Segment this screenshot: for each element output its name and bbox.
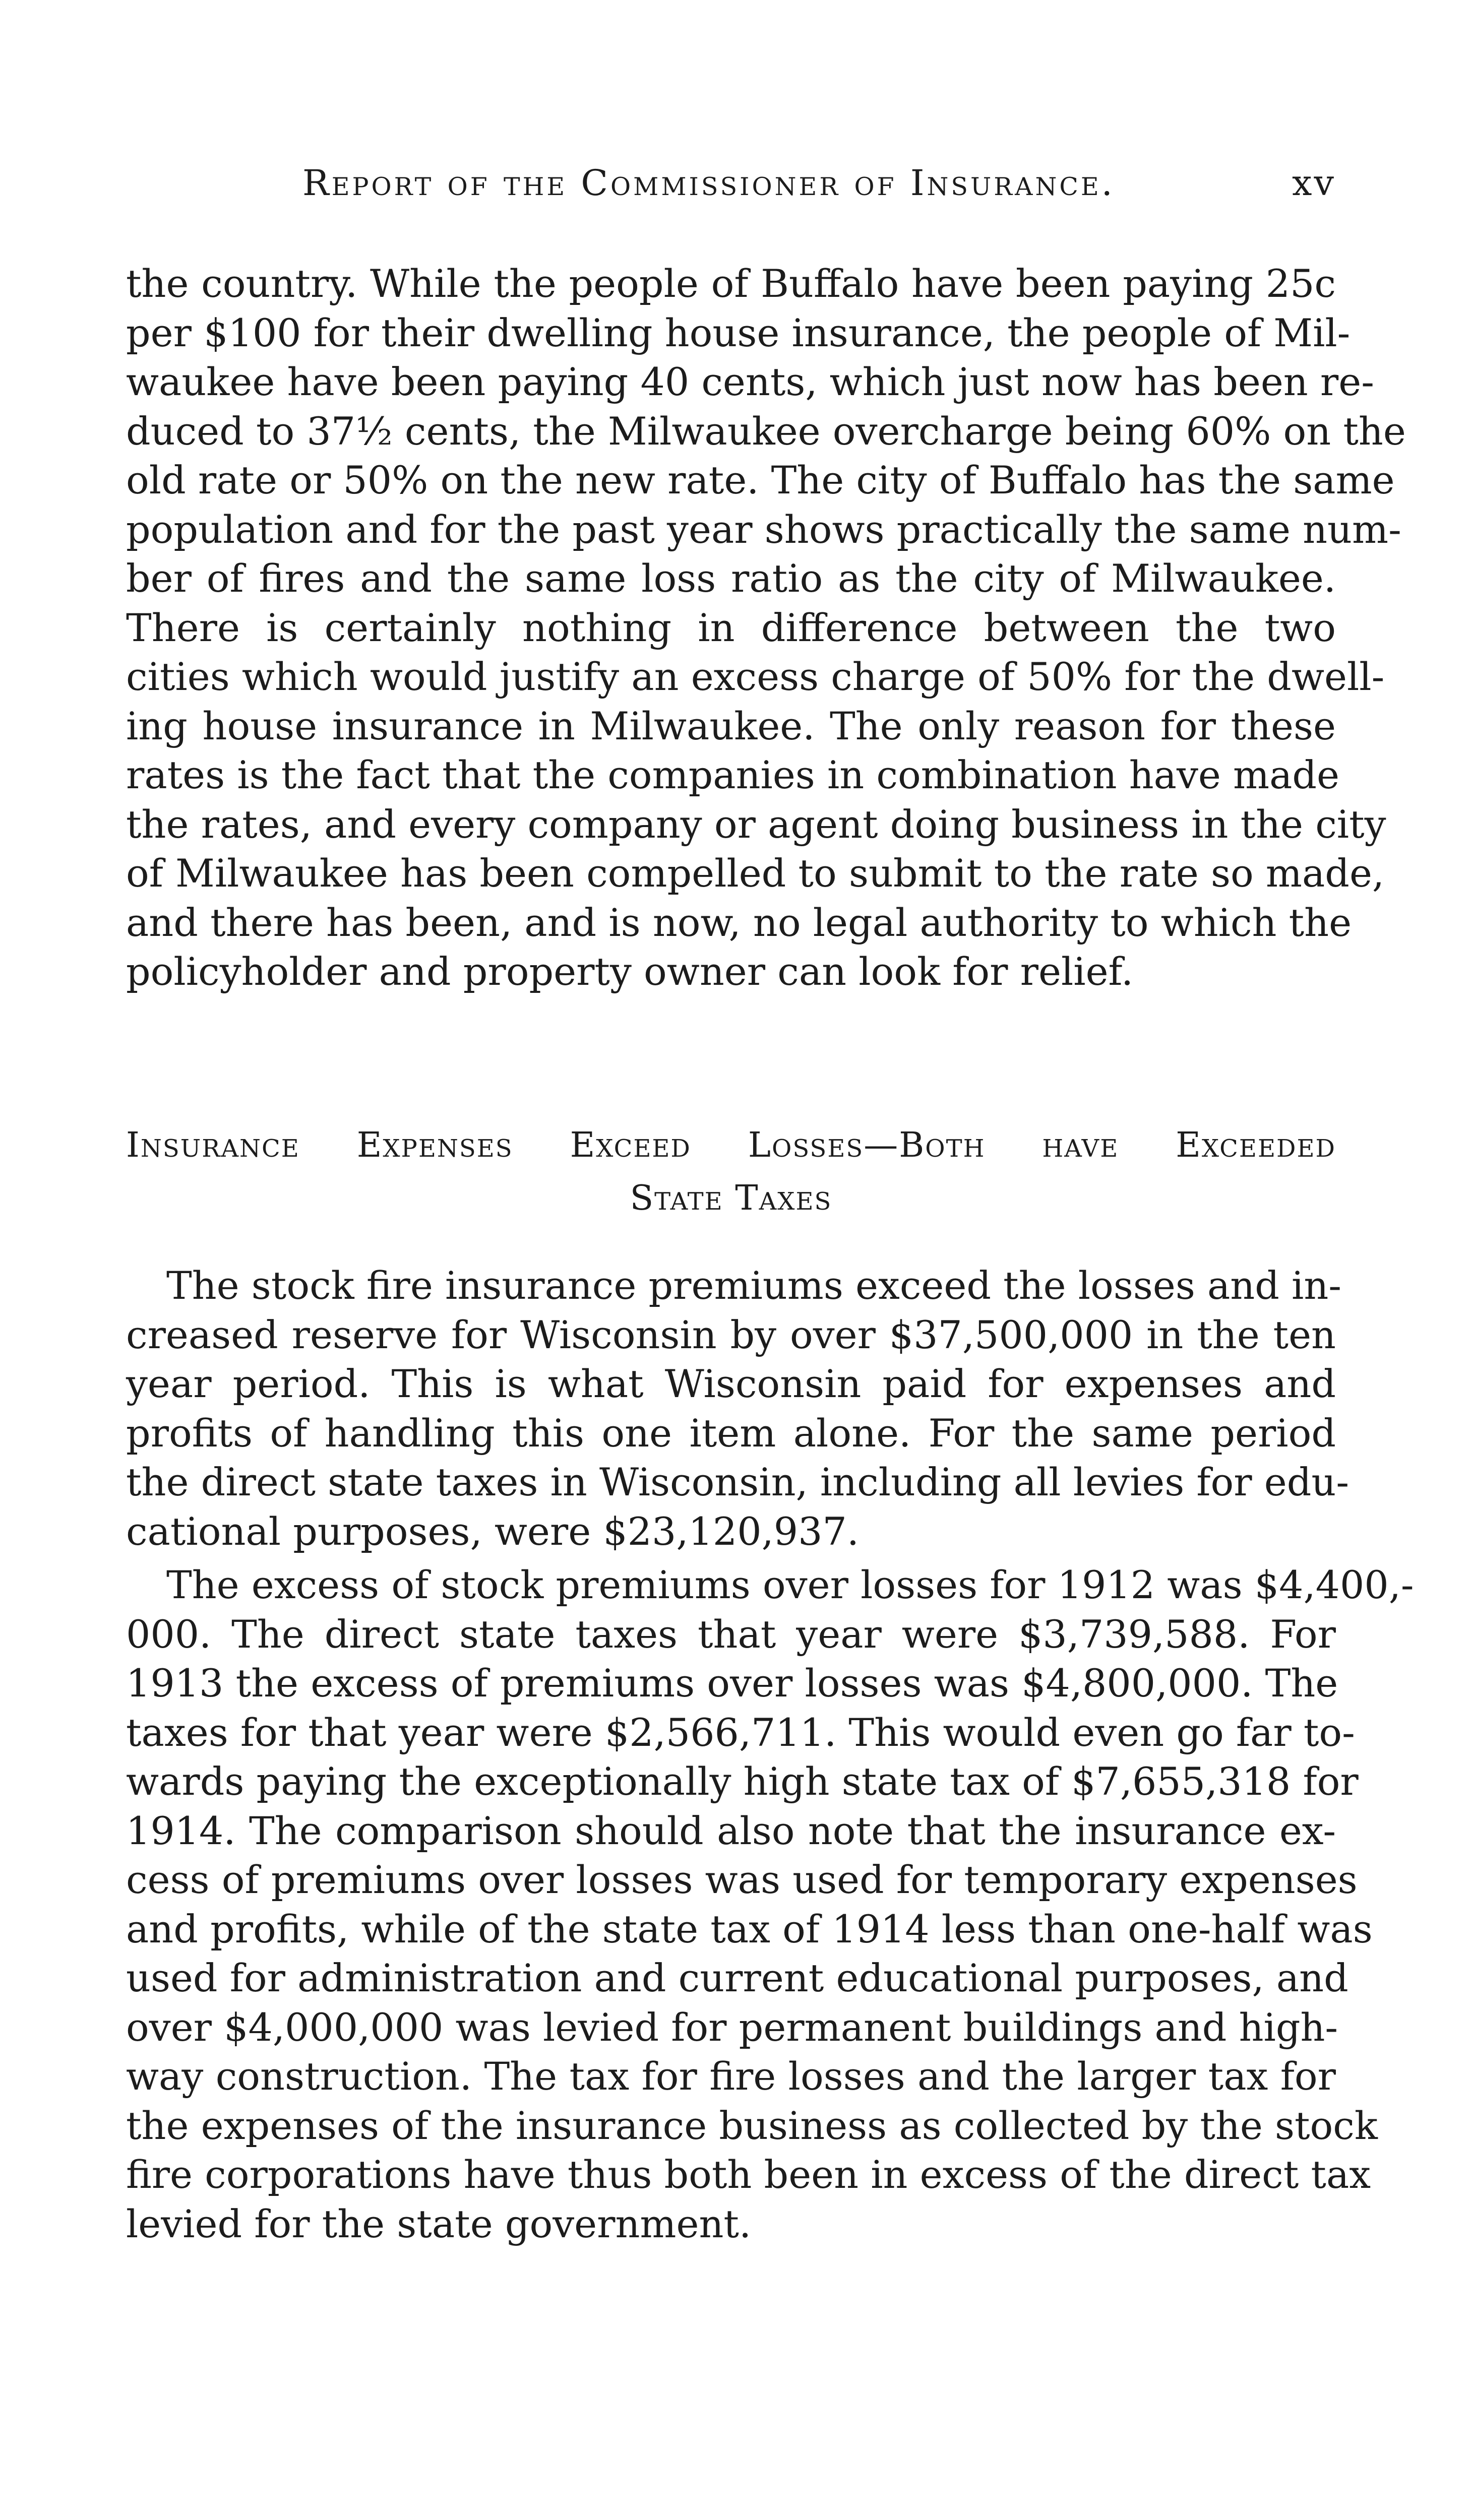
text-line: waukee have been paying 40 cents, which just now has been re-: [126, 359, 1374, 404]
text-line: policyholder and property owner can look for relief.: [126, 949, 1134, 994]
text-line: ber of fires and the same loss ratio as the city of Milwaukee.: [126, 556, 1336, 601]
paragraph-2: [126, 1261, 1350, 1556]
text-line: taxes for that year were $2,566,711. This would even go far to-: [126, 1710, 1355, 1755]
paragraph-3: [126, 1560, 1414, 2248]
text-line: of Milwaukee has been compelled to submit to the rate so made,: [126, 851, 1385, 896]
text-line: the country. While the people of Buffalo have been paying 25c: [126, 261, 1336, 306]
text-line: profits of handling this one item alone. For the same period: [126, 1410, 1336, 1456]
page-number: xv: [1292, 162, 1336, 204]
text-line: levied for the state government.: [126, 2201, 752, 2246]
text-line: population and for the past year shows practically the same num-: [126, 507, 1401, 552]
text-line: fire corporations have thus both been in excess of the direct tax: [126, 2152, 1371, 2197]
text-line: The excess of stock premiums over losses for 1912 was $4,400,-: [166, 1562, 1414, 1607]
section-heading-line: Insurance Expenses Exceed Losses—Both have Exceeded: [126, 1125, 1336, 1165]
text-line: and there has been, and is now, no legal authority to which the: [126, 900, 1352, 945]
text-line: and profits, while of the state tax of 1914 less than one-half was: [126, 1906, 1373, 1951]
text-line: 1913 the excess of premiums over losses was $4,800,000. The: [126, 1661, 1338, 1706]
text-line: creased reserve for Wisconsin by over $37,500,000 in the ten: [126, 1312, 1336, 1357]
section-heading-line: State Taxes: [630, 1178, 832, 1218]
text-line: duced to 37½ cents, the Milwaukee overcharge being 60% on the: [126, 408, 1406, 454]
running-head: [126, 162, 1336, 208]
text-line: used for administration and current educational purposes, and: [126, 1956, 1348, 2000]
text-line: year period. This is what Wisconsin paid for expenses and: [126, 1361, 1336, 1406]
paragraph-1: [126, 259, 1406, 996]
text-line: wards paying the exceptionally high state tax of $7,655,318 for: [126, 1759, 1359, 1804]
text-line: There is certainly nothing in difference between the two: [126, 605, 1336, 650]
text-line: per $100 for their dwelling house insurance, the people of Mil-: [126, 310, 1351, 355]
text-line: The stock fire insurance premiums exceed the losses and in-: [166, 1263, 1341, 1308]
text-line: the direct state taxes in Wisconsin, including all levies for edu-: [126, 1460, 1350, 1504]
text-line: ing house insurance in Milwaukee. The only reason for these: [126, 703, 1336, 748]
text-line: over $4,000,000 was levied for permanent buildings and high-: [126, 2004, 1338, 2050]
text-line: cess of premiums over losses was used for temporary expenses: [126, 1857, 1358, 1902]
text-line: 000. The direct state taxes that year were $3,739,588. For: [126, 1611, 1336, 1657]
running-title: Report of the Commissioner of Insurance.: [302, 162, 1115, 204]
text-line: cities which would justify an excess charge of 50% for the dwell-: [126, 654, 1385, 699]
text-line: 1914. The comparison should also note that the insurance ex-: [126, 1808, 1336, 1853]
text-line: rates is the fact that the companies in combination have made: [126, 752, 1340, 797]
text-line: the expenses of the insurance business as collected by the stock: [126, 2103, 1378, 2148]
text-line: old rate or 50% on the new rate. The city of Buffalo has the same: [126, 458, 1395, 502]
section-heading: [126, 1119, 1336, 1225]
text-line: the rates, and every company or agent doing business in the city: [126, 801, 1386, 847]
text-line: way construction. The tax for fire losses and the larger tax for: [126, 2054, 1336, 2099]
text-line: cational purposes, were $23,120,937.: [126, 1508, 859, 1554]
